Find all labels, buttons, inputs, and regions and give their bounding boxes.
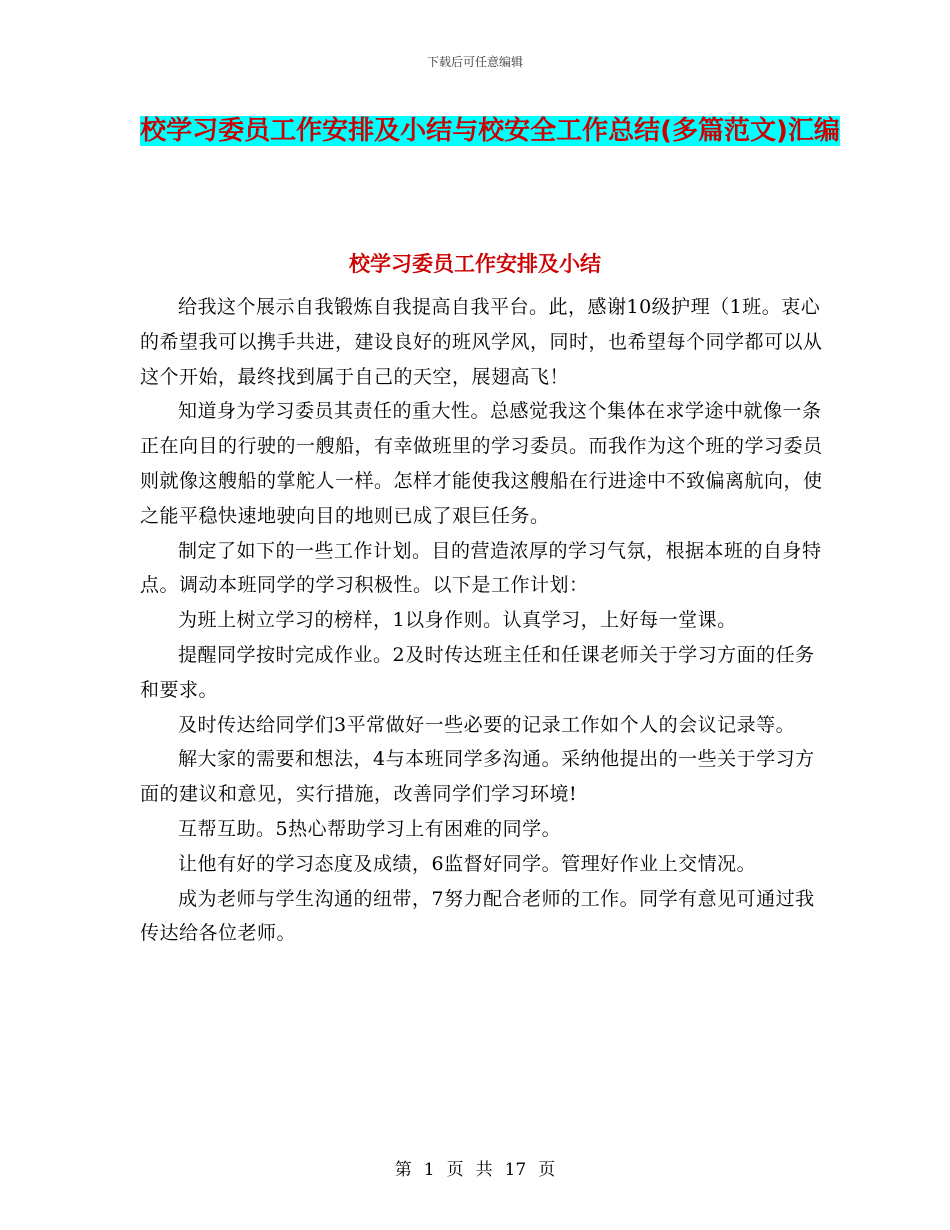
page-unit: 页: [446, 1160, 464, 1180]
document-body: [140, 290, 830, 951]
header-note: 下载后可任意编辑: [426, 55, 523, 69]
section-title: 校学习委员工作安排及小结: [349, 252, 601, 276]
paragraph: 为班上树立学习的榜样，1以身作则。认真学习，上好每一堂课。: [178, 609, 737, 632]
paragraph: 提醒同学按时完成作业。2及时传达班主任和任课老师关于学习方面的任务和要求。: [140, 643, 815, 701]
total-unit: 页: [538, 1160, 556, 1180]
page-number: 1: [423, 1160, 435, 1180]
total-label: 共: [475, 1160, 493, 1180]
paragraph: 解大家的需要和想法，4与本班同学多沟通。采纳他提出的一些关于学习方面的建议和意见，实行措施，改善同学们学习环境!: [140, 748, 815, 806]
page-footer: [0, 1155, 950, 1180]
total-pages: 17: [504, 1160, 527, 1180]
paragraph: 成为老师与学生沟通的纽带，7努力配合老师的工作。同学有意见可通过我传达给各位老师。: [140, 887, 815, 945]
document-title-text: 校学习委员工作安排及小结与校安全工作总结(多篇范文)汇编: [140, 116, 840, 146]
paragraph: 互帮互助。5热心帮助学习上有困难的同学。: [178, 817, 562, 840]
page-label: 第: [394, 1160, 412, 1180]
paragraph: 及时传达给同学们3平常做好一些必要的记录工作如个人的会议记录等。: [178, 713, 796, 736]
paragraph: 制定了如下的一些工作计划。目的营造浓厚的学习气氛，根据本班的自身特点。调动本班同学的学习积极性。以下是工作计划：: [140, 539, 822, 597]
paragraph: 给我这个展示自我锻炼自我提高自我平台。此，感谢10级护理（1班。衷心的希望我可以携手共进，建设良好的班风学风，同时，也希望每个同学都可以从这个开始，最终找到属于自己的天空，展翅高飞！: [140, 296, 823, 388]
document-title: [140, 110, 840, 152]
paragraph: 知道身为学习委员其责任的重大性。总感觉我这个集体在求学途中就像一条正在向目的行驶的一艘船，有幸做班里的学习委员。而我作为这个班的学习委员则就像这艘船的掌舵人一样。怎样才能使我这艘船在行进途中不致偏离航向，使之能平稳快速地驶向目的地则已成了艰巨任务。: [140, 400, 823, 527]
paragraph: 让他有好的学习态度及成绩，6监督好同学。管理好作业上交情况。: [178, 852, 757, 875]
